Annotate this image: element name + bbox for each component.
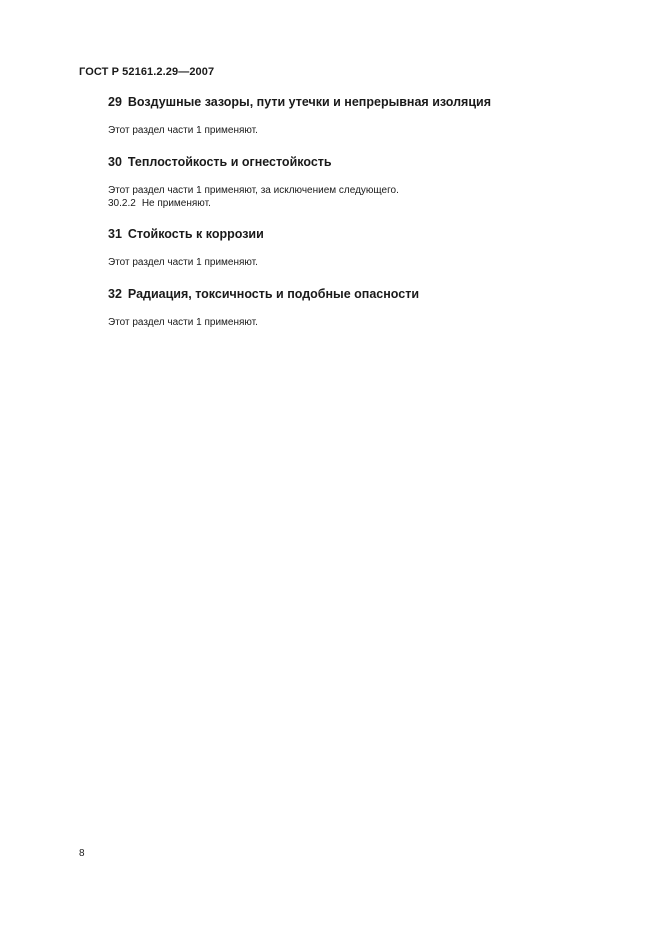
section-text: Этот раздел части 1 применяют, за исключением следующего.: [108, 185, 399, 196]
section-30: [108, 154, 608, 170]
section-title: Стойкость к коррозии: [127, 227, 264, 241]
section-heading: [108, 286, 608, 302]
section-title: Радиация, токсичность и подобные опасности: [127, 287, 420, 301]
clause-text: Не применяют.: [141, 198, 211, 209]
section-title: Воздушные зазоры, пути утечки и непрерывная изоляция: [127, 95, 492, 109]
section-number: 32: [108, 287, 122, 301]
section-text: Этот раздел части 1 применяют.: [108, 125, 258, 136]
section-number: 30: [108, 155, 122, 169]
section-text: Этот раздел части 1 применяют.: [108, 257, 258, 268]
clause: [108, 197, 608, 210]
section-29-body: [108, 124, 608, 137]
section-31-body: [108, 256, 608, 269]
section-30-body: [108, 184, 608, 210]
document-code: ГОСТ Р 52161.2.29—2007: [79, 66, 215, 78]
clause-number: 30.2.2: [108, 198, 136, 209]
section-number: 31: [108, 227, 122, 241]
section-heading: [108, 226, 608, 242]
section-32-body: [108, 316, 608, 329]
section-title: Теплостойкость и огнестойкость: [127, 155, 332, 169]
section-29: [108, 94, 608, 110]
section-heading: [108, 94, 608, 110]
page-number: 8: [79, 848, 85, 859]
section-31: [108, 226, 608, 242]
section-32: [108, 286, 608, 302]
section-number: 29: [108, 95, 122, 109]
section-heading: [108, 154, 608, 170]
section-text: Этот раздел части 1 применяют.: [108, 317, 258, 328]
